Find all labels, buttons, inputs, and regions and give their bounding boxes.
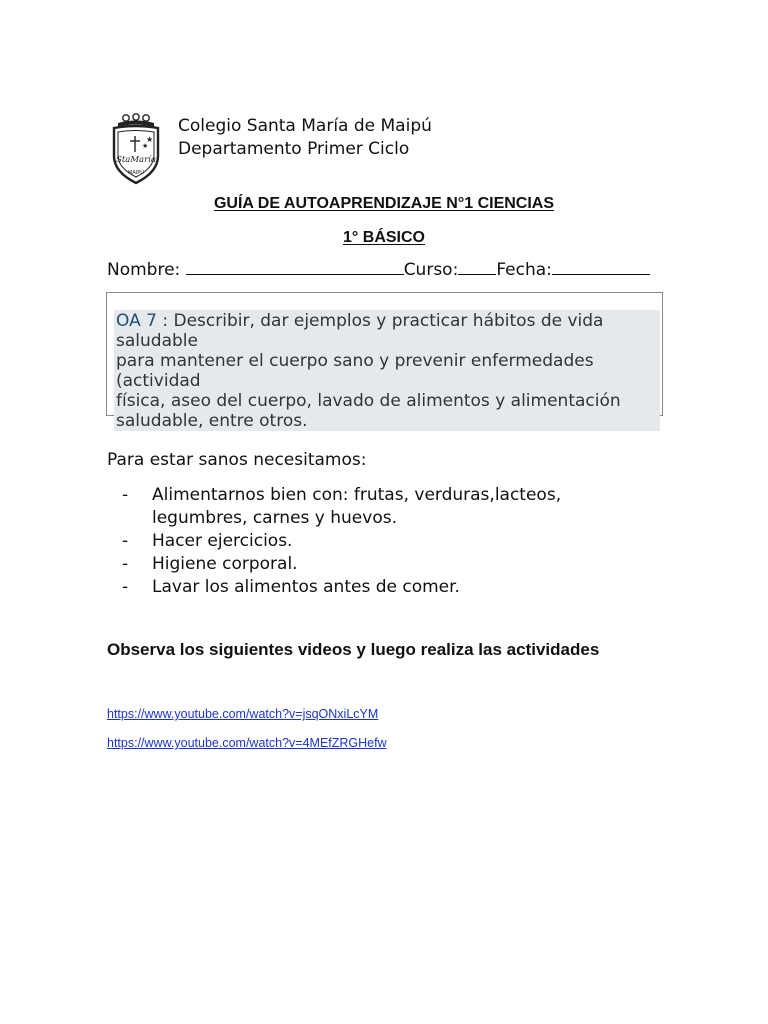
list-item: - Higiene corporal. [122, 554, 298, 574]
page-title: GUÍA DE AUTOAPRENDIZAJE N°1 CIENCIAS [213, 195, 555, 212]
course-blank[interactable] [458, 260, 496, 275]
objective-line: para mantener el cuerpo sano y prevenir enfermedades [116, 351, 594, 371]
svg-text:★: ★ [142, 142, 149, 150]
objective-line: saludable, entre otros. [116, 411, 308, 431]
student-info-line [107, 260, 650, 280]
name-blank[interactable] [186, 260, 404, 275]
crest-subtext: MAIPÚ [128, 170, 144, 176]
school-crest-logo [106, 112, 166, 186]
objective-line: OA 7 : Describir, dar ejemplos y practicar hábitos de vida [116, 311, 604, 331]
date-blank[interactable] [552, 260, 650, 275]
video-link-1[interactable]: https://www.youtube.com/watch?v=jsqONxiLcYM [107, 707, 379, 721]
date-label: Fecha: [496, 260, 552, 280]
grade-title: 1° BÁSICO [343, 229, 425, 246]
list-dash: - [122, 554, 129, 574]
objective-code: OA 7 [116, 311, 157, 331]
list-dash: - [122, 531, 129, 551]
objective-text [114, 310, 660, 431]
objective-line: física, aseo del cuerpo, lavado de alimentos y alimentación [116, 391, 621, 411]
crest-text: StaMaría [116, 155, 156, 165]
list-dash: - [122, 577, 129, 597]
list-item: - Alimentarnos bien con: frutas, verduras,lacteos, legumbres, carnes y huevos. [122, 485, 562, 528]
objective-line: (actividad [116, 371, 201, 391]
svg-text:★: ★ [146, 135, 154, 144]
list-item: - Lavar los alimentos antes de comer. [122, 577, 460, 597]
video-link-2[interactable]: https://www.youtube.com/watch?v=4MEfZRGHefw [107, 736, 387, 750]
course-label: Curso: [403, 260, 459, 280]
intro-text: Para estar sanos necesitamos: [107, 450, 367, 470]
objective-line: saludable [116, 331, 198, 351]
observe-heading: Observa los siguientes videos y luego realiza las actividades [107, 640, 600, 659]
school-name: Colegio Santa María de Maipú [178, 116, 432, 136]
department-name: Departamento Primer Ciclo [178, 139, 410, 159]
list-dash: - [122, 485, 129, 505]
list-item: - Hacer ejercicios. [122, 531, 293, 551]
needs-list [122, 484, 642, 599]
name-label: Nombre: [107, 260, 181, 280]
